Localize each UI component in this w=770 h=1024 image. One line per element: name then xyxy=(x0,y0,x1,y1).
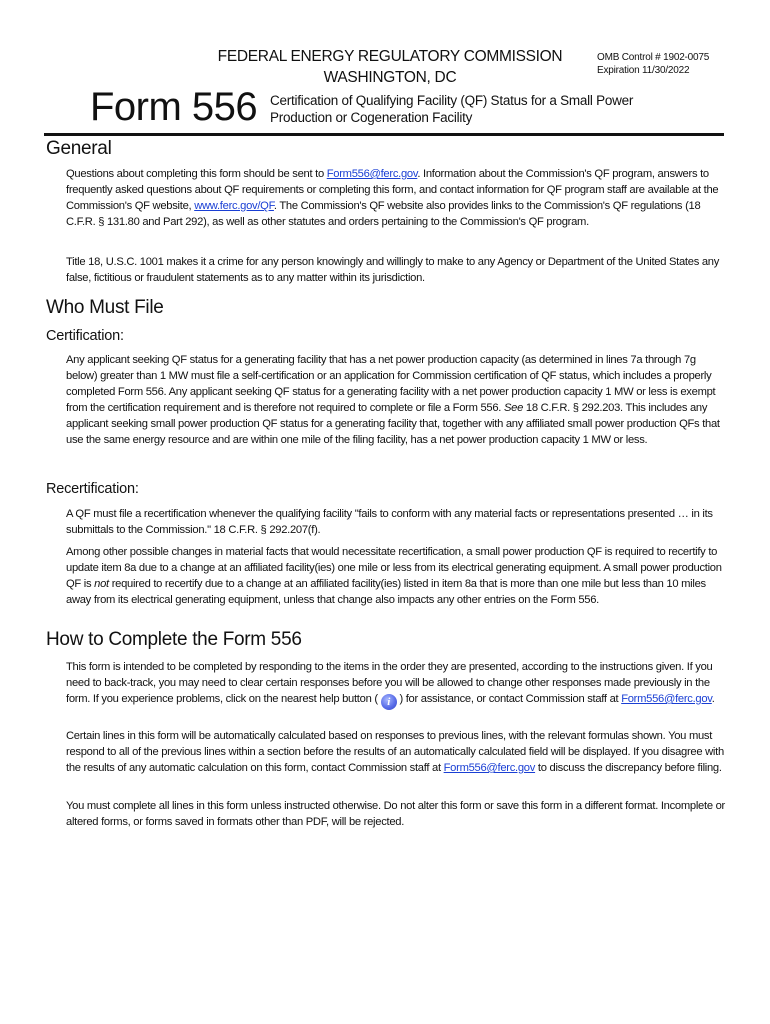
agency-name: FEDERAL ENERGY REGULATORY COMMISSION xyxy=(217,48,563,65)
subheading-recertification: Recertification: xyxy=(46,481,139,497)
email-link[interactable]: Form556@ferc.gov xyxy=(443,762,536,774)
form-subtitle-line1: Certification of Qualifying Facility (QF) Status for a Small Power xyxy=(270,93,634,108)
how-to-paragraph-1: This form is intended to be completed by responding to the items in the order they are presented, according to the instructions given. If you need to back-track, you may need to clear certain responses before you will be allowed to change other responses made previously in the form. If you experience problems, click on the nearest help button ( i ) for assistance, or contact Commission staff at Form556@ferc.gov. xyxy=(66,661,715,708)
subheading-certification: Certification: xyxy=(46,328,124,344)
email-link[interactable]: Form556@ferc.gov xyxy=(326,168,418,180)
email-link[interactable]: Form556@ferc.gov xyxy=(621,693,712,705)
form-subtitle-line2: Production or Cogeneration Facility xyxy=(270,110,473,125)
omb-control-number: OMB Control # 1902-0075 xyxy=(597,52,710,63)
general-paragraph-1: Questions about completing this form should be sent to Form556@ferc.gov. Information about the Commission's QF program, answers to frequently asked questions about QF requirements or completing this form, and contact information for QF program staff are available at the Commission's QF website, www.ferc.gov/QF. The Commission's QF website also provides links to the Commission's QF regulations (18 C.F.R. § 131.80 and Part 292), as well as other statutes and orders pertaining to the Commission's QF program. xyxy=(66,168,719,228)
form-subtitle xyxy=(270,92,633,126)
section-heading-general: General xyxy=(46,138,112,159)
omb-info xyxy=(597,51,709,77)
header-divider xyxy=(44,133,724,136)
agency-header xyxy=(200,46,580,88)
section-heading-who-must-file: Who Must File xyxy=(46,297,164,318)
recertification-paragraph-1: A QF must file a recertification whenever the qualifying facility "fails to conform with any material facts or representations presented … in its submittals to the Commission." 18 C.F.R. § 292.207(f). xyxy=(66,508,713,536)
certification-paragraph: Any applicant seeking QF status for a generating facility that has a net power production capacity (as determined in lines 7a through 7g below) greater than 1 MW must file a self-certification or an application for Commission certification of QF status, which includes a properly completed Form 556. Any applicant seeking QF status for a generating facility with a net power production capacity 1 MW or less is exempt from the certification requirement and is therefore not required to complete or file a Form 556. See 18 C.F.R. § 292.203. This includes any applicant seeking small power production QF status for a generating facility that, together with any affiliated small power production QFs that use the same energy resource and are within one mile of the filing facility, has a net power production capacity 1 MW or less. xyxy=(66,354,720,446)
agency-location: WASHINGTON, DC xyxy=(323,69,457,86)
how-to-paragraph-2: Certain lines in this form will be automatically calculated based on responses to previous lines, with the relevant formulas shown. You must respond to all of the previous lines within a section before the results of an automatically calculated field will be displayed. If you disagree with the results of any automatic calculation on this form, contact Commission staff at Form556@ferc.gov to discuss the discrepancy before filing. xyxy=(66,730,724,774)
recertification-paragraph-2: Among other possible changes in material facts that would necessitate recertification, a small power production QF is required to recertify to update item 8a due to a change at an affiliated facility(ies) one mile or less from its electrical generating equipment. A small power production QF is not required to recertify due to a change at an affiliated facility(ies) listed in item 8a that is more than one mile but less than 10 miles away from its electrical generating equipment, unless that change also impacts any other entries on the Form 556. xyxy=(66,546,722,606)
general-paragraph-2: Title 18, U.S.C. 1001 makes it a crime for any person knowingly and willingly to make to any Agency or Department of the United States any false, fictitious or fraudulent statements as to any matter within its jurisdiction. xyxy=(66,256,720,284)
help-info-icon[interactable]: i xyxy=(381,694,397,710)
website-link[interactable]: www.ferc.gov/QF xyxy=(194,200,274,212)
form-title: Form 556 xyxy=(90,85,258,129)
expiration-date: Expiration 11/30/2022 xyxy=(597,65,690,76)
section-heading-how-to-complete: How to Complete the Form 556 xyxy=(46,629,302,650)
how-to-paragraph-3: You must complete all lines in this form unless instructed otherwise. Do not alter this form or save this form in a different format. Incomplete or altered forms, or forms saved in formats other than PDF, will be rejected. xyxy=(66,800,725,828)
